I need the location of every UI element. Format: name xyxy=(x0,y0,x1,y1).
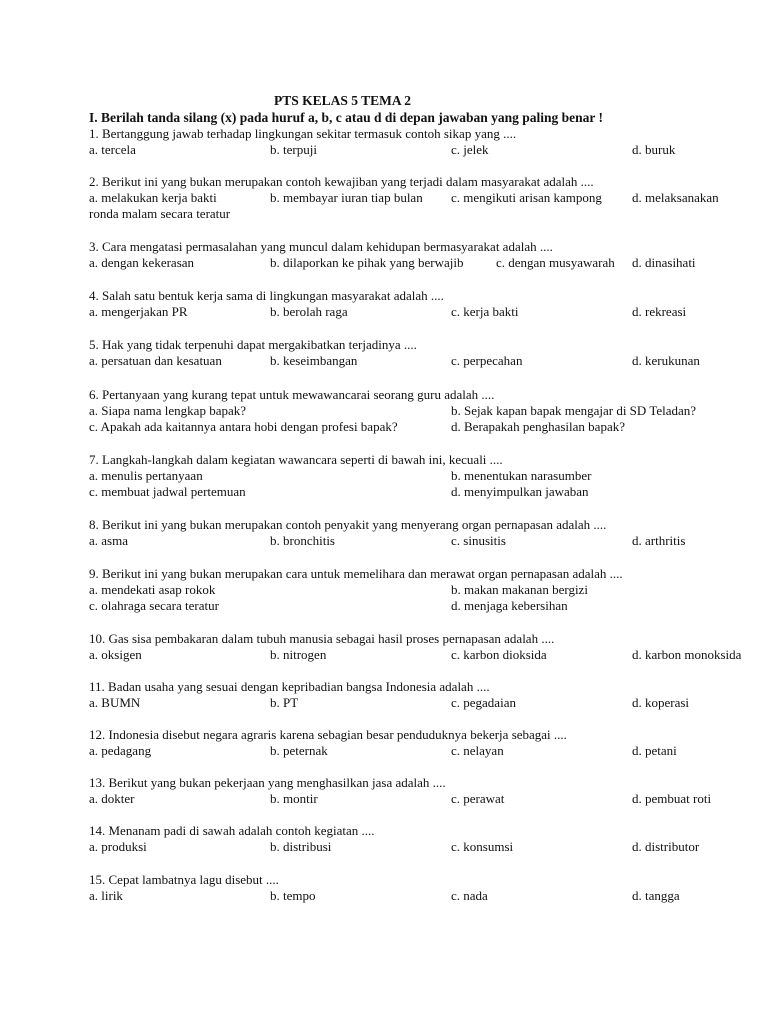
answer-option[interactable]: d. rekreasi xyxy=(632,304,687,319)
answer-options xyxy=(89,533,739,549)
answer-options xyxy=(89,142,739,158)
question-text: 9. Berikut ini yang bukan merupakan cara untuk memelihara dan merawat organ pernapasan adalah .... xyxy=(89,566,623,581)
exam-title: PTS KELAS 5 TEMA 2 xyxy=(274,93,412,108)
answer-option[interactable]: d. petani xyxy=(632,743,677,758)
question-text: 6. Pertanyaan yang kurang tepat untuk mewawancarai seorang guru adalah .... xyxy=(89,387,495,402)
question-text: 14. Menanam padi di sawah adalah contoh kegiatan .... xyxy=(89,823,375,838)
answer-option[interactable]: a. Siapa nama lengkap bapak? xyxy=(89,403,247,418)
answer-option[interactable]: d. distributor xyxy=(632,839,700,854)
answer-option[interactable]: a. dengan kekerasan xyxy=(89,255,195,270)
answer-option[interactable]: a. produksi xyxy=(89,839,147,854)
answer-option[interactable]: a. oksigen xyxy=(89,647,142,662)
answer-option[interactable]: b. tempo xyxy=(270,888,316,903)
answer-option[interactable]: b. nitrogen xyxy=(270,647,327,662)
question-text: 4. Salah satu bentuk kerja sama di lingkungan masyarakat adalah .... xyxy=(89,288,444,303)
answer-options xyxy=(89,888,739,904)
answer-option[interactable]: b. menentukan narasumber xyxy=(451,468,592,483)
question-item xyxy=(89,679,739,711)
question-text: 10. Gas sisa pembakaran dalam tubuh manusia sebagai hasil proses pernapasan adalah .... xyxy=(89,631,555,646)
answer-option[interactable]: d. menyimpulkan jawaban xyxy=(451,484,589,499)
answer-option[interactable]: a. asma xyxy=(89,533,128,548)
question-text: 1. Bertanggung jawab terhadap lingkungan sekitar termasuk contoh sikap yang .... xyxy=(89,126,517,141)
answer-options xyxy=(89,353,739,369)
answer-option[interactable]: a. melakukan kerja bakti xyxy=(89,190,217,205)
answer-option[interactable]: a. mengerjakan PR xyxy=(89,304,188,319)
answer-option[interactable]: c. karbon dioksida xyxy=(451,647,547,662)
answer-option[interactable]: c. nelayan xyxy=(451,743,504,758)
answer-option[interactable]: a. persatuan dan kesatuan xyxy=(89,353,222,368)
answer-options xyxy=(89,403,739,419)
answer-option[interactable]: d. koperasi xyxy=(632,695,690,710)
question-text: 7. Langkah-langkah dalam kegiatan wawancara seperti di bawah ini, kecuali .... xyxy=(89,452,503,467)
answer-option[interactable]: c. mengikuti arisan kampong xyxy=(451,190,602,205)
answer-option[interactable]: c. kerja bakti xyxy=(451,304,519,319)
answer-options xyxy=(89,190,739,206)
answer-options xyxy=(89,582,739,598)
answer-option[interactable]: a. menulis pertanyaan xyxy=(89,468,203,483)
answer-option[interactable]: c. nada xyxy=(451,888,488,903)
answer-option[interactable]: a. BUMN xyxy=(89,695,141,710)
question-text: 5. Hak yang tidak terpenuhi dapat mergakibatkan terjadinya .... xyxy=(89,337,417,352)
answer-option[interactable]: d. arthritis xyxy=(632,533,686,548)
answer-option[interactable]: a. lirik xyxy=(89,888,123,903)
answer-options xyxy=(89,484,739,500)
answer-option[interactable]: d. dinasihati xyxy=(632,255,696,270)
question-item xyxy=(89,452,739,500)
question-text: 13. Berikut yang bukan pekerjaan yang menghasilkan jasa adalah .... xyxy=(89,775,446,790)
question-text: 3. Cara mengatasi permasalahan yang muncul dalam kehidupan bermasyarakat adalah .... xyxy=(89,239,553,254)
question-item xyxy=(89,631,742,663)
exam-page xyxy=(89,92,742,904)
answer-options xyxy=(89,743,739,759)
answer-option[interactable]: c. olahraga secara teratur xyxy=(89,598,219,613)
answer-option[interactable]: d. buruk xyxy=(632,142,676,157)
answer-options xyxy=(89,598,739,614)
answer-option[interactable]: b. membayar iuran tiap bulan xyxy=(270,190,423,205)
answer-option[interactable]: d. melaksanakan xyxy=(632,190,719,205)
question-item xyxy=(89,239,739,271)
answer-option[interactable]: a. tercela xyxy=(89,142,136,157)
answer-option[interactable]: c. konsumsi xyxy=(451,839,514,854)
answer-option[interactable]: b. makan makanan bergizi xyxy=(451,582,588,597)
answer-option[interactable]: b. terpuji xyxy=(270,142,317,157)
question-item xyxy=(89,126,739,158)
question-text: 15. Cepat lambatnya lagu disebut .... xyxy=(89,872,279,887)
question-item xyxy=(89,517,739,549)
answer-option[interactable]: d. menjaga kebersihan xyxy=(451,598,568,613)
answer-options xyxy=(89,419,739,435)
answer-option[interactable]: c. membuat jadwal pertemuan xyxy=(89,484,246,499)
question-text: 8. Berikut ini yang bukan merupakan contoh penyakit yang menyerang organ pernapasan adalah .... xyxy=(89,517,607,532)
answer-option[interactable]: b. keseimbangan xyxy=(270,353,358,368)
answer-option[interactable]: b. montir xyxy=(270,791,318,806)
answer-option[interactable]: c. perpecahan xyxy=(451,353,523,368)
answer-options xyxy=(89,647,742,663)
question-list xyxy=(89,126,742,904)
answer-option[interactable]: d. tangga xyxy=(632,888,680,903)
answer-option[interactable]: a. pedagang xyxy=(89,743,152,758)
answer-options xyxy=(89,304,739,320)
answer-options xyxy=(89,695,739,711)
answer-option[interactable]: d. Berapakah penghasilan bapak? xyxy=(451,419,625,434)
question-text: 12. Indonesia disebut negara agraris karena sebagian besar penduduknya bekerja sebagai .... xyxy=(89,727,567,742)
exam-instruction: I. Berilah tanda silang (x) pada huruf a, b, c atau d di depan jawaban yang paling benar ! xyxy=(89,110,603,125)
answer-option[interactable]: b. bronchitis xyxy=(270,533,335,548)
question-item xyxy=(89,337,739,369)
question-item xyxy=(89,872,739,904)
answer-options xyxy=(89,791,739,807)
answer-option[interactable]: d. pembuat roti xyxy=(632,791,712,806)
answer-option[interactable]: c. pegadaian xyxy=(451,695,516,710)
question-item xyxy=(89,174,739,222)
question-text: 2. Berikut ini yang bukan merupakan contoh kewajiban yang terjadi dalam masyarakat adalah .... xyxy=(89,174,594,189)
answer-option[interactable]: d. karbon monoksida xyxy=(632,647,742,662)
answer-option[interactable]: b. PT xyxy=(270,695,299,710)
answer-option[interactable]: c. dengan musyawarah xyxy=(496,255,615,270)
question-item xyxy=(89,566,739,614)
question-item xyxy=(89,823,739,855)
question-item xyxy=(89,727,739,759)
question-item xyxy=(89,775,739,807)
answer-option[interactable]: c. sinusitis xyxy=(451,533,506,548)
answer-option[interactable]: a. mendekati asap rokok xyxy=(89,582,216,597)
answer-option[interactable]: b. dilaporkan ke pihak yang berwajib xyxy=(270,255,464,270)
answer-options xyxy=(89,468,739,484)
question-item xyxy=(89,288,739,320)
answer-option-continuation: ronda malam secara teratur xyxy=(89,206,231,221)
answer-option[interactable]: b. Sejak kapan bapak mengajar di SD Teladan? xyxy=(451,403,697,418)
answer-option[interactable]: c. jelek xyxy=(451,142,489,157)
answer-options xyxy=(89,839,739,855)
answer-option[interactable]: a. dokter xyxy=(89,791,135,806)
answer-options xyxy=(89,255,739,271)
answer-option[interactable]: b. berolah raga xyxy=(270,304,348,319)
answer-option[interactable]: c. Apakah ada kaitannya antara hobi dengan profesi bapak? xyxy=(89,419,398,434)
answer-option[interactable]: d. kerukunan xyxy=(632,353,700,368)
answer-option[interactable]: c. perawat xyxy=(451,791,505,806)
answer-option[interactable]: b. distribusi xyxy=(270,839,332,854)
question-text: 11. Badan usaha yang sesuai dengan kepribadian bangsa Indonesia adalah .... xyxy=(89,679,490,694)
question-item xyxy=(89,387,739,435)
answer-option[interactable]: b. peternak xyxy=(270,743,328,758)
